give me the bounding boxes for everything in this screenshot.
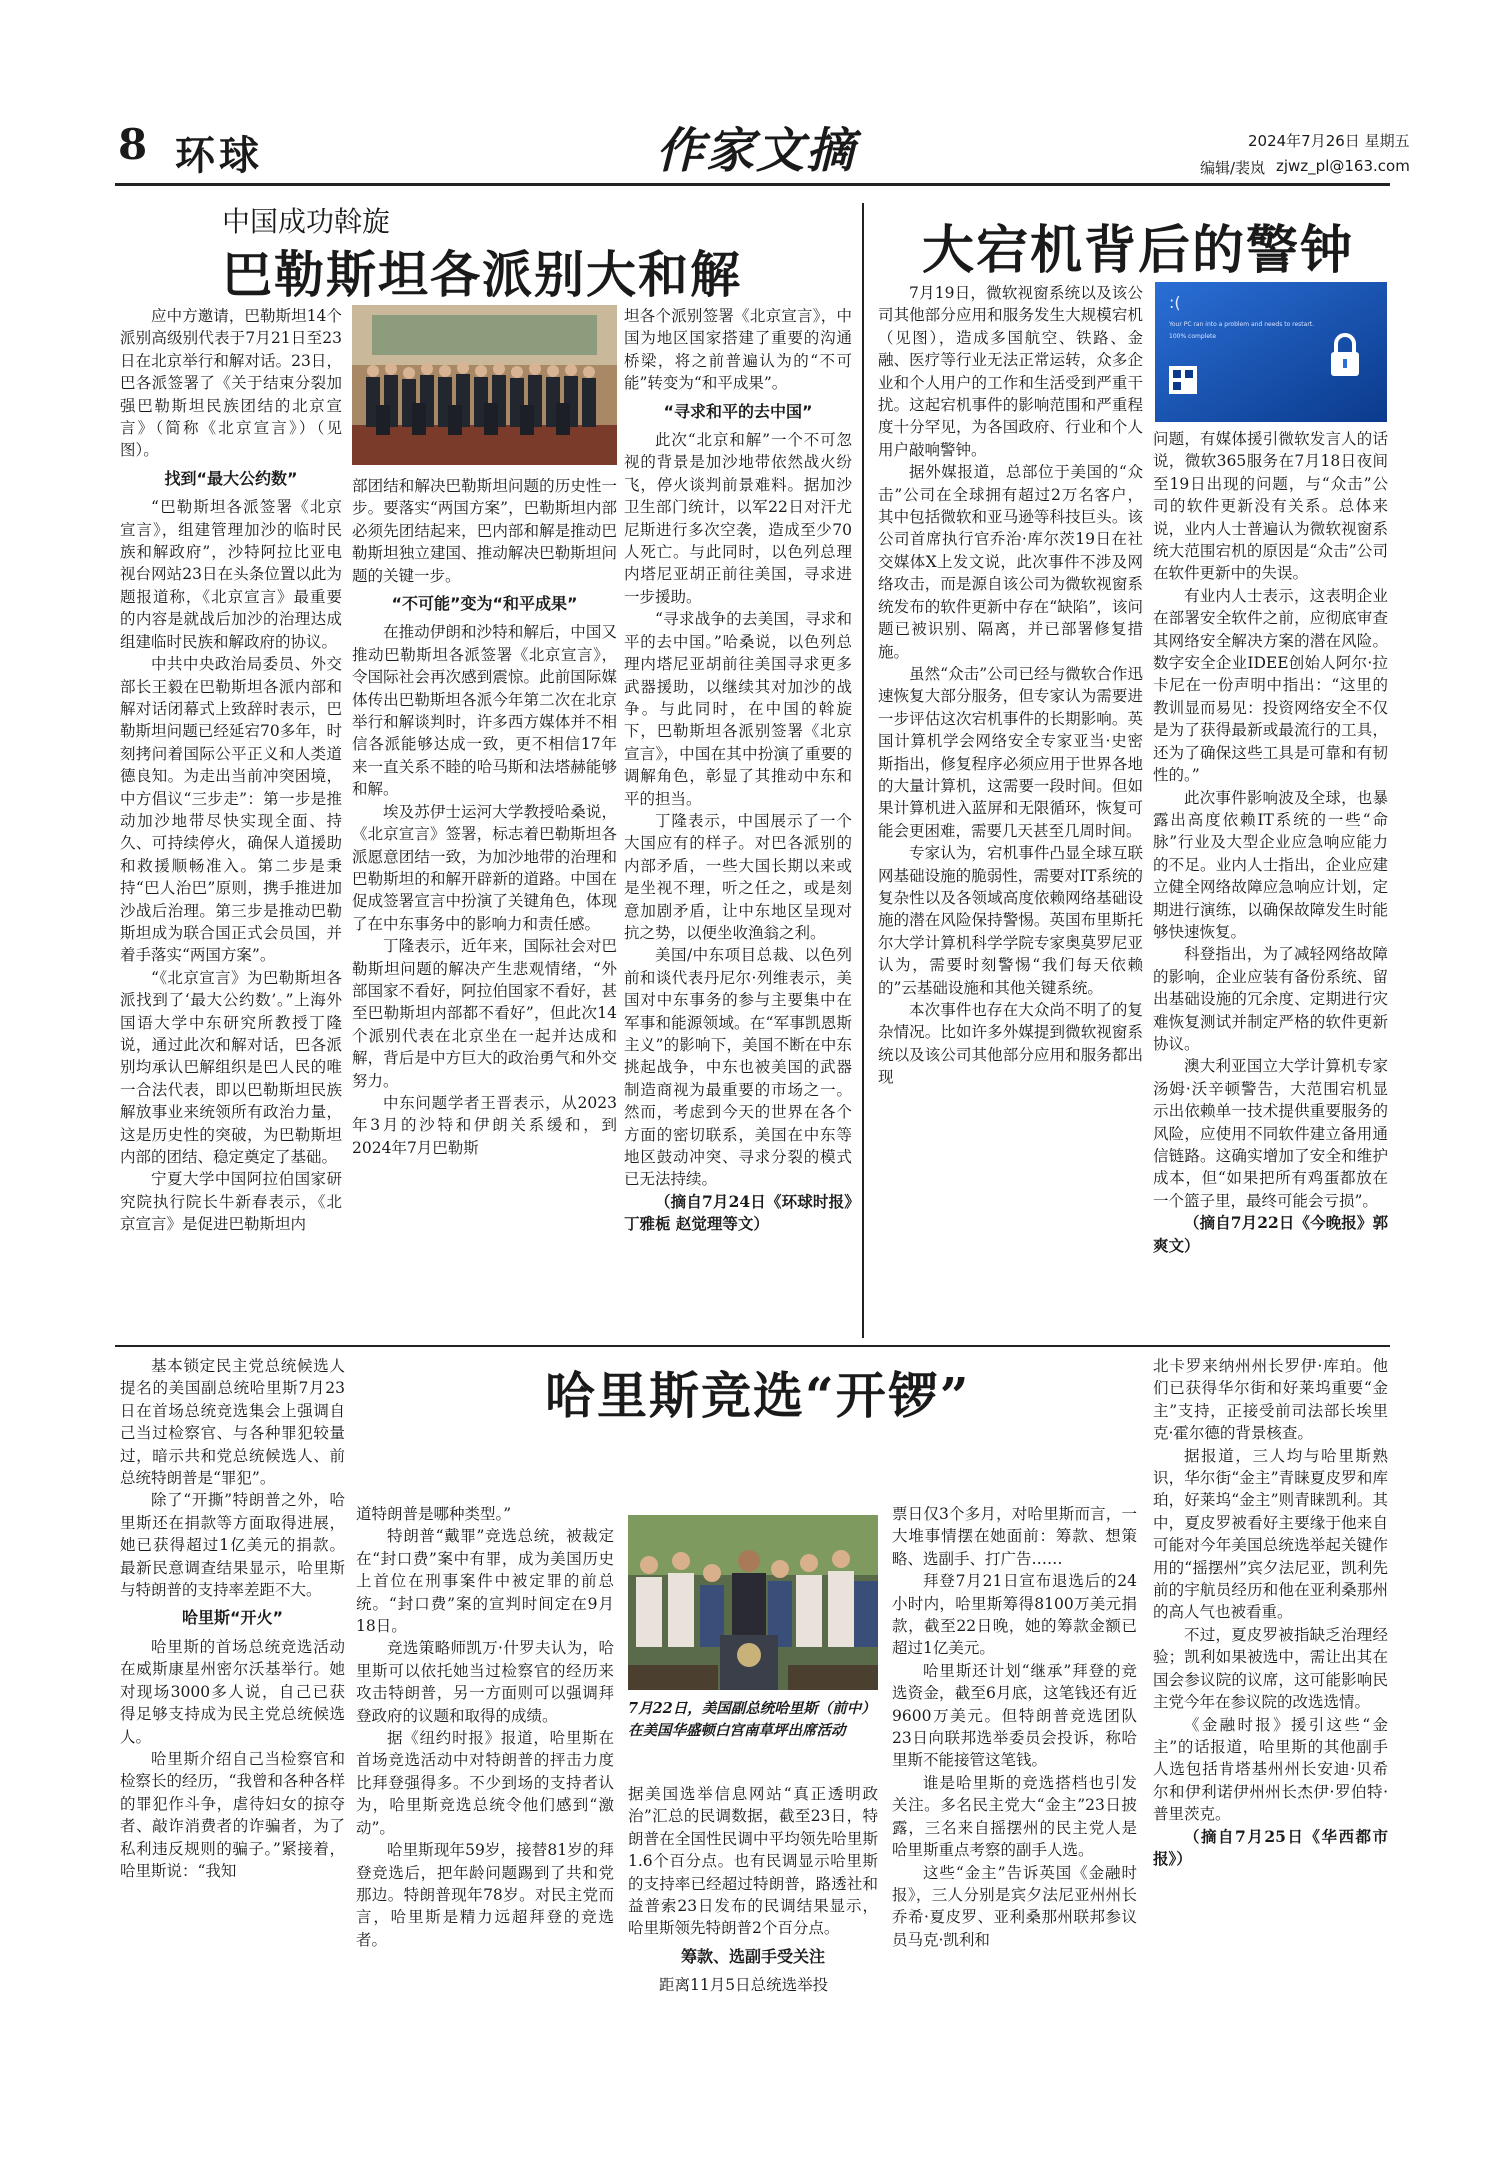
article-divider-vertical <box>862 203 864 1338</box>
paragraph: 哈里斯介绍自己当检察官和检察长的经历，“我曾和各种各样的罪犯作斗争，虐待妇女的掠夺者、敲诈消费者的诈骗者，为了私利违反规则的骗子。”紧接着，哈里斯说：“我知 <box>120 1749 345 1880</box>
source-note: （摘自7月25日《华西都市报》） <box>1153 1826 1388 1868</box>
paragraph: 丁隆表示，近年来，国际社会对巴勒斯坦问题的解决产生悲观情绪，“外部国家不看好，阿拉伯国家不看好，甚至巴勒斯坦内部都不看好”，但此次14个派别代表在北京坐在一起并达成和解，背后是中方巨大的政治勇气和外交努力。 <box>352 937 617 1090</box>
paragraph: 问题，有媒体援引微软发言人的话说，微软365服务在7月18日夜间至19日出现的问题，与“众击”公司的软件更新没有关系。总体来说，业内人士普遍认为微软视窗系统大范围宕机的原因是“众击”公司在软件更新中的失误。 <box>1153 430 1388 583</box>
paragraph: 埃及苏伊士运河大学教授哈桑说，《北京宣言》签署，标志着巴勒斯坦各派愿意团结一致，为加沙地带的治理和巴勒斯坦的和解开辟新的道路。中国在促成签署宣言中扮演了关键角色，体现了在中东事务中的影响力和责任感。 <box>352 802 617 933</box>
svg-text::(: :( <box>1169 293 1181 312</box>
paragraph: 部团结和解决巴勒斯坦问题的历史性一步。要落实“两国方案”，巴勒斯坦内部必须先团结起来，巴内部和解是推动巴勒斯坦独立建国、推动解决巴勒斯坦问题的关键一步。 <box>352 477 617 585</box>
paragraph: 专家认为，宕机事件凸显全球互联网基础设施的脆弱性，需要对IT系统的复杂性以及各领域高度依赖网络基础设施的潜在风险保持警惕。英国布里斯托尔大学计算机科学学院专家奥莫罗尼亚认为，需要时刻警惕“我们每天依赖的”云基础设施和其他关键系统。 <box>878 844 1143 997</box>
subheading: “寻求和平的去中国” <box>663 401 813 421</box>
meeting-photo <box>352 305 617 465</box>
section-name: 环球 <box>175 132 263 179</box>
paragraph: 竞选策略师凯万·什罗夫认为，哈里斯可以依托她当过检察官的经历来攻击特朗普，另一方面则可以强调拜登政府的议题和取得的成绩。 <box>356 1639 614 1725</box>
paragraph: 特朗普“戴罪”竞选总统，被裁定在“封口费”案中有罪，成为美国历史上首位在刑事案件中被定罪的前总统。“封口费”案的宣判时间定在9月18日。 <box>356 1527 614 1636</box>
article2-column-2 <box>1153 428 1388 1335</box>
article3-column-5 <box>1153 1355 1388 2155</box>
paragraph: 应中方邀请，巴勒斯坦14个派别高级别代表于7月21日至23日在北京举行和解对话。23日，巴各派签署了《关于结束分裂加强巴勒斯坦民族团结的北京宣言》（简称《北京宣言》）（见图）。 <box>120 307 342 460</box>
article3-column-3 <box>628 1783 878 2155</box>
article2-headline: 大宕机背后的警钟 <box>922 220 1355 281</box>
paragraph: 7月19日，微软视窗系统以及该公司其他部分应用和服务发生大规模宕机（见图），造成多国航空、铁路、金融、医疗等行业无法正常运转，众多企业和个人用户的工作和生活受到严重干扰。这起宕机事件的影响范围和严重程度十分罕见，为各国政府、行业和个人用户敲响警钟。 <box>878 284 1143 459</box>
bsod-message: Your PC ran into a problem and needs to restart. <box>1169 321 1315 328</box>
paragraph: 虽然“众击”公司已经与微软合作迅速恢复大部分服务，但专家认为需要进一步评估这次宕机事件的长期影响。英国计算机学会网络安全专家亚当·史密斯指出，修复程序必须应用于世界各地的大量计算机，这需要一段时间。但如果计算机进入蓝屏和无限循环，恢复可能会更困难，需要几天甚至几周时间。 <box>878 664 1143 840</box>
paragraph: 《金融时报》援引这些“金主”的话报道，哈里斯的其他副手人选包括肯塔基州州长安迪·贝希尔和伊利诺伊州州长杰伊·罗伯特·普里茨克。 <box>1153 1715 1388 1824</box>
source-note: （摘自7月24日《环球时报》丁雅栀 赵觉理等文） <box>624 1191 852 1234</box>
bsod-progress: 100% complete <box>1169 333 1217 340</box>
paragraph: 宁夏大学中国阿拉伯国家研究院执行院长牛新春表示，《北京宣言》是促进巴勒斯坦内 <box>120 1170 342 1234</box>
paragraph: 据报道，三人均与哈里斯熟识，华尔街“金主”青睐夏皮罗和库珀，好莱坞“金主”则青睐凯利。其中，夏皮罗被看好主要缘于他来自可能对今年美国总统选举起关键作用的“摇摆州”宾夕法尼亚，凯利先前的宇航员经历和他在亚利桑那州的高人气也被看重。 <box>1153 1446 1388 1622</box>
bsod-screen-photo <box>1155 282 1387 422</box>
paragraph: 据美国选举信息网站“真正透明政治”汇总的民调数据，截至23日，特朗普在全国性民调中平均领先哈里斯1.6个百分点。也有民调显示哈里斯的支持率已经超过特朗普，路透社和益普索23日发布的民调结果显示，哈里斯领先特朗普2个百分点。 <box>628 1785 878 1938</box>
paragraph: 坦各个派别签署《北京宣言》，中国为地区国家搭建了重要的沟通桥梁，将之前普遍认为的“不可能”转变为“和平成果”。 <box>624 307 852 393</box>
paragraph: 中共中央政治局委员、外交部长王毅在巴勒斯坦各派内部和解对话闭幕式上致辞时表示，巴勒斯坦问题已经延宕70多年，时刻拷问着国际公平正义和人类道德良知。为走出当前冲突困境，中方倡议“三步走”：第一步是推动加沙地带尽快实现全面、持久、可持续停火，确保人道援助和救援顺畅准入。第二步是秉持“巴人治巴”原则，携手推进加沙战后治理。第三步是推动巴勒斯坦成为联合国正式会员国，并着手落实“两国方案”。 <box>120 655 342 965</box>
article1-column-2 <box>352 475 617 1335</box>
editor-name: 编辑/裴岚 <box>1200 159 1266 177</box>
paragraph: 谁是哈里斯的竞选搭档也引发关注。多名民主党大“金主”23日披露，三名来自摇摆州的民主党人是哈里斯重点考察的副手人选。 <box>892 1773 1137 1860</box>
paragraph: 此次事件影响波及全球，也暴露出高度依赖IT系统的一些“命脉”行业及大型企业应急响应能力的不足。业内人士指出，企业应建立健全网络故障应急响应计划，定期进行演练，以确保故障发生时能够快速恢复。 <box>1153 788 1388 941</box>
article3-headline: 哈里斯竞选“开锣” <box>545 1366 971 1425</box>
paragraph: 科登指出，为了减轻网络故障的影响，企业应装有备份系统、留出基础设施的冗余度、定期进行灾难恢复测试并制定严格的软件更新协议。 <box>1153 945 1388 1053</box>
paragraph: 有业内人士表示，这表明企业在部署安全软件之前，应彻底审查其网络安全解决方案的潜在风险。数字安全企业IDEE创始人阿尔·拉卡尼在一份声明中指出：“这里的教训显而易见：投资网络安全不仅是为了获得最新或最流行的工具，还为了确保这些工具是可靠和有韧性的。” <box>1153 586 1388 785</box>
paragraph: 澳大利亚国立大学计算机专家汤姆·沃辛顿警告，大范围宕机显示出依赖单一技术提供重要服务的风险，应使用不同软件建立备用通信链路。这确实增加了安全和维护成本，但“如果把所有鸡蛋都放在一个篮子里，最终可能会亏损”。 <box>1153 1057 1388 1210</box>
harris-event-photo <box>628 1515 878 1690</box>
article1-column-1 <box>120 305 342 1335</box>
article2-column-1 <box>878 282 1143 1337</box>
paragraph: 哈里斯的首场总统竞选活动在威斯康星州密尔沃基举行。她对现场3000多人说，自己已获得足够支持成为民主党总统候选人。 <box>120 1637 345 1746</box>
article1-column-3 <box>624 305 852 1335</box>
paragraph: “寻求战争的去美国，寻求和平的去中国。”哈桑说，以色列总理内塔尼亚胡前往美国寻求更多武器援助，以继续其对加沙的战争。与此同时，在中国的斡旋下，巴勒斯坦各派别签署《北京宣言》，中国在其中扮演了重要的调解角色，彰显了其推动中东和平的担当。 <box>624 610 852 808</box>
page-number: 8 <box>118 120 148 169</box>
paragraph: 本次事件也存在大众尚不明了的复杂情况。比如许多外媒提到微软视窗系统以及该公司其他部分应用和服务都出现 <box>878 1001 1143 1087</box>
paragraph: 基本锁定民主党总统候选人提名的美国副总统哈里斯7月23日在首场总统竞选集会上强调自己当过检察官、与各种罪犯较量过，暗示共和党总统候选人、前总统特朗普是“罪犯”。 <box>120 1357 345 1488</box>
paragraph: 哈里斯现年59岁，接替81岁的拜登竞选后，把年龄问题踢到了共和党那边。特朗普现年78岁。对民主党而言，哈里斯是精力远超拜登的竞选者。 <box>356 1841 614 1949</box>
article1-kicker: 中国成功斡旋 <box>222 205 391 238</box>
paragraph: 道特朗普是哪种类型。” <box>356 1505 512 1523</box>
newspaper-logo: 作家文摘 <box>656 123 857 179</box>
source-note: （摘自7月22日《今晚报》郭爽文） <box>1153 1213 1388 1255</box>
paragraph: 丁隆表示，中国展示了一个大国应有的样子。对巴各派别的内部矛盾，一些大国长期以来或是坐视不理，听之任之，或是刻意加剧矛盾，让中东地区呈现对抗之势，以便坐收渔翁之利。 <box>624 811 852 942</box>
article3-column-4 <box>892 1503 1137 2155</box>
paragraph: 距离11月5日总统选举投 <box>659 1976 829 1995</box>
issue-date: 2024年7月26日 星期五 <box>1248 132 1410 150</box>
paragraph: “《北京宣言》为巴勒斯坦各派找到了‘最大公约数’。”上海外国语大学中东研究所教授丁隆说，通过此次和解对话，巴各派别均承认巴解组织是巴人民的唯一合法代表，即以巴勒斯坦民族解放事业来统领所有政治力量，这是历史性的突破，为巴勒斯坦内部的团结、稳定奠定了基础。 <box>120 968 342 1167</box>
paragraph: 在推动伊朗和沙特和解后，中国又推动巴勒斯坦各派签署《北京宣言》，令国际社会再次感到震惊。此前国际媒体传出巴勒斯坦各派今年第二次在北京举行和解谈判时，许多西方媒体并不相信各派能够达成一致，更不相信17年来一直关系不睦的哈马斯和法塔赫能够和解。 <box>352 623 617 799</box>
paragraph: 哈里斯还计划“继承”拜登的竞选资金，截至6月底，这笔钱还有近9600万美元。但特朗普竞选团队23日向联邦选举委员会投诉，称哈里斯不能接管这笔钱。 <box>892 1661 1137 1770</box>
article3-column-2 <box>356 1503 614 2155</box>
subheading: 筹款、选副手受关注 <box>680 1946 825 1966</box>
subheading: 哈里斯“开火” <box>181 1608 284 1628</box>
paragraph: 这些“金主”告诉英国《金融时报》，三人分别是宾夕法尼亚州州长乔希·夏皮罗、亚利桑那州联邦参议员马克·凯利和 <box>892 1863 1137 1949</box>
paragraph: 除了“开撕”特朗普之外，哈里斯还在捐款等方面取得进展，她已获得超过1亿美元的捐款。最新民意调查结果显示，哈里斯与特朗普的支持率差距不大。 <box>120 1491 345 1600</box>
harris-photo-caption: 7月22日，美国副总统哈里斯（前中）在美国华盛顿白宫南草坪出席活动 <box>628 1700 876 1739</box>
masthead-rule <box>115 183 1390 186</box>
editor-email: zjwz_pl@163.com <box>1276 157 1410 175</box>
paragraph: 拜登7月21日宣布退选后的24小时内，哈里斯筹得8100万美元捐款，截至22日晚，她的筹款金额已超过1亿美元。 <box>892 1572 1137 1658</box>
subheading: 找到“最大公约数” <box>164 468 298 488</box>
paragraph: 美国/中东项目总裁、以色列前和谈代表丹尼尔·列维表示，美国对中东事务的参与主要集中在军事和能源领域。在“军事凯恩斯主义”的影响下，美国不断在中东挑起战争，中东也被美国的武器制造商视为最重要的市场之一。然而，考虑到今天的世界在各个方面的密切联系，美国在中东等地区鼓动冲突、寻求分裂的模式已无法持续。 <box>624 946 852 1189</box>
paragraph: 据《纽约时报》报道，哈里斯在首场竞选活动中对特朗普的抨击力度比拜登强得多。不少到场的支持者认为，哈里斯竞选总统令他们感到“激动”。 <box>356 1729 614 1837</box>
paragraph: 不过，夏皮罗被指缺乏治理经验；凯利如果被选中，需让出其在国会参议院的议席，这可能影响民主党今年在参议院的改选选情。 <box>1153 1625 1388 1712</box>
paragraph: 中东问题学者王晋表示，从2023年3月的沙特和伊朗关系缓和，到2024年7月巴勒斯 <box>352 1093 617 1157</box>
paragraph: 据外媒报道，总部位于美国的“众击”公司在全球拥有超过2万名客户，其中包括微软和亚马逊等科技巨头。该公司首席执行官乔治·库尔茨19日在社交媒体X上发文说，此次事件不涉及网络攻击，而是源自该公司为微软视窗系统发布的软件更新中存在“缺陷”，该问题已被识别、隔离，并已部署修复措施。 <box>878 463 1143 661</box>
paragraph: 北卡罗来纳州州长罗伊·库珀。他们已获得华尔街和好莱坞重要“金主”支持，正接受前司法部长埃里克·霍尔德的背景核查。 <box>1153 1357 1388 1443</box>
article3-column-1 <box>120 1355 345 2155</box>
subheading: “不可能”变为“和平成果” <box>391 594 578 614</box>
paragraph: 此次“北京和解”一个不可忽视的背景是加沙地带依然战火纷飞，停火谈判前景难料。据加沙卫生部门统计，以军22日对汗尤尼斯进行多次空袭，造成至少70人死亡。与此同时，以色列总理内塔尼亚胡正前往美国，寻求进一步援助。 <box>624 431 852 606</box>
paragraph: 票日仅3个多月，对哈里斯而言，一大堆事情摆在她面前：筹款、想策略、选副手、打广告…… <box>892 1505 1137 1568</box>
article-divider-horizontal <box>115 1345 1390 1347</box>
article1-headline: 巴勒斯坦各派别大和解 <box>222 245 742 304</box>
paragraph: “巴勒斯坦各派签署《北京宣言》，组建管理加沙的临时民族和解政府”，沙特阿拉比亚电视台网站23日在头条位置以此为题报道称，《北京宣言》最重要的内容是就战后加沙的治理达成组建临时民族和解政府的协议。 <box>120 498 342 651</box>
